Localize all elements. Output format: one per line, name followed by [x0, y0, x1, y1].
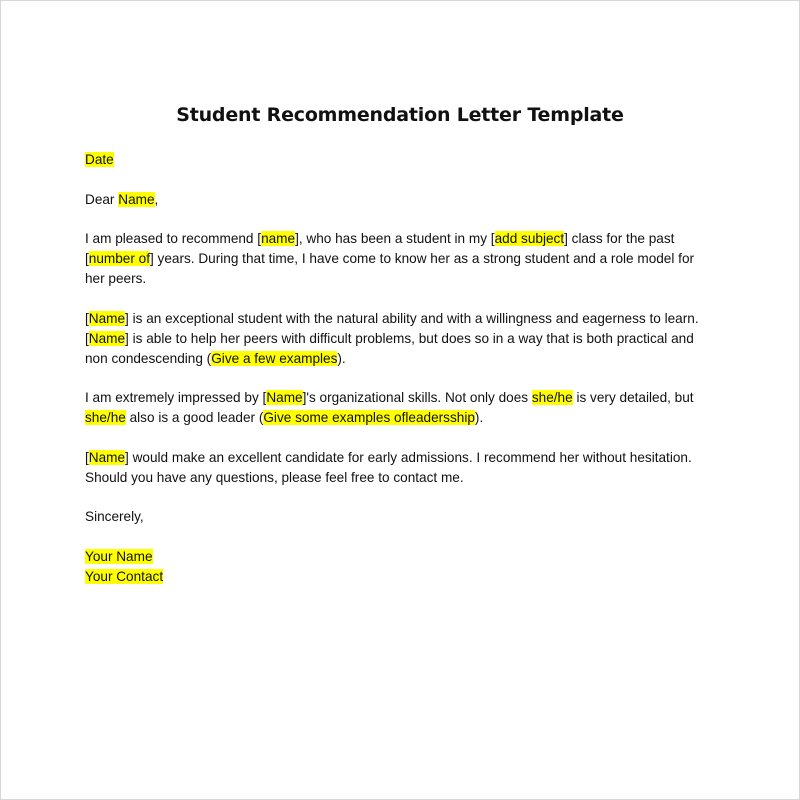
- student-name-placeholder: name: [261, 231, 296, 246]
- examples-placeholder: Give a few examples: [211, 350, 338, 366]
- closing-line: Sincerely,: [85, 509, 144, 524]
- pronoun-placeholder: she/he: [85, 410, 126, 425]
- leadership-examples-placeholder: Give some examples ofleadersship: [263, 410, 475, 425]
- years-placeholder: number of: [88, 251, 150, 266]
- student-name-placeholder: Name: [266, 390, 303, 405]
- paragraph-introduction: I am pleased to recommend [name], who has been a student in my [add subject] class for the past [number of] years. During that time, I have come to know her as a strong student and a role model for her peers.: [85, 231, 695, 286]
- your-name-placeholder: Your Name: [85, 548, 153, 564]
- pronoun-placeholder: she/he: [531, 390, 573, 405]
- student-name-placeholder: Name: [88, 449, 126, 465]
- student-name-placeholder: Name: [88, 330, 126, 346]
- letter-body: [85, 150, 725, 606]
- date-line: [85, 150, 725, 170]
- subject-placeholder: add subject: [494, 231, 565, 246]
- greeting-line: Dear Name,: [85, 191, 159, 207]
- greeting-name-placeholder: Name: [118, 191, 155, 207]
- paragraph-organization: I am extremely impressed by [Name]'s organizational skills. Not only does she/he is very detailed, but she/he also is a good leader (Give some examples ofleadersship).: [85, 390, 694, 425]
- your-contact-placeholder: Your Contact: [85, 568, 164, 584]
- document-title: Student Recommendation Letter Template: [176, 104, 624, 126]
- signature-block: [85, 547, 725, 587]
- student-name-placeholder: Name: [88, 310, 126, 326]
- date-placeholder: Date: [85, 152, 114, 167]
- paragraph-abilities: [Name] is an exceptional student with the natural ability and with a willingness and eagerness to learn. [Name] is able to help her peers with difficult problems, but does so in a way that is both practical and non condescending (Give a few examples).: [85, 310, 699, 366]
- paragraph-recommendation: [Name] would make an excellent candidate for early admissions. I recommend her without hesitation. Should you have any questions, please feel free to contact me.: [85, 449, 692, 485]
